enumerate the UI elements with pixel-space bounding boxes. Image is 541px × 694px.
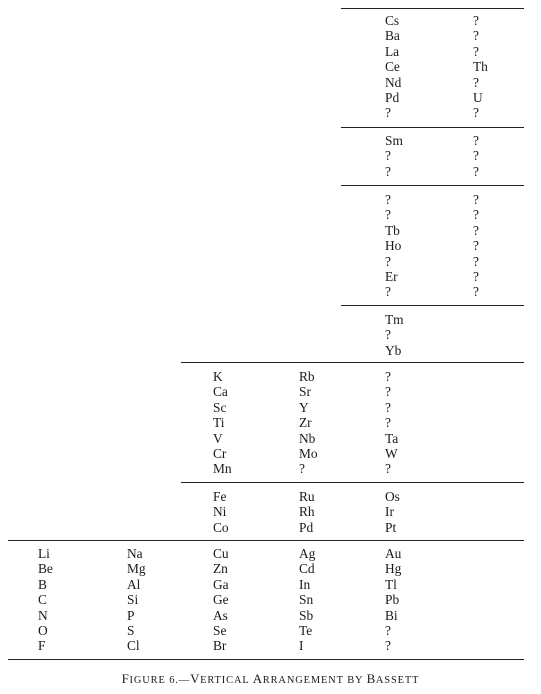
element-cell: Cr (213, 445, 227, 461)
element-cell: ? (385, 384, 391, 400)
element-cell: Br (213, 638, 227, 654)
element-cell: Mg (127, 561, 146, 577)
element-cell: Ir (385, 504, 394, 520)
caption-word2-cap: A (252, 671, 263, 686)
element-cell: Tl (385, 576, 397, 592)
element-cell: ? (473, 105, 479, 121)
element-cell: ? (385, 622, 391, 638)
element-cell: N (38, 607, 48, 623)
element-column (385, 312, 404, 358)
element-column (385, 489, 400, 535)
element-cell: Nb (299, 430, 316, 446)
element-cell: Sc (213, 399, 227, 415)
element-cell: ? (473, 13, 479, 28)
element-cell: As (213, 607, 228, 623)
element-cell: B (38, 576, 47, 592)
element-cell: Mn (213, 461, 232, 477)
element-cell: Be (38, 561, 53, 577)
element-column (385, 546, 401, 654)
element-column (213, 369, 232, 477)
element-cell: Li (38, 546, 50, 561)
element-cell: ? (385, 369, 391, 384)
element-cell: In (299, 576, 311, 592)
element-cell: K (213, 369, 223, 384)
rule-after-cs-block (341, 127, 524, 128)
caption-word2-rest: RRANGEMENT BY (262, 675, 367, 686)
element-cell: Pt (385, 519, 397, 535)
element-cell: ? (473, 148, 479, 164)
element-cell: Al (127, 576, 141, 592)
element-cell: ? (385, 399, 391, 415)
element-cell: ? (385, 163, 391, 179)
element-cell: Tm (385, 312, 404, 327)
element-column (299, 369, 318, 477)
element-cell: Co (213, 519, 229, 535)
element-column (127, 546, 146, 654)
element-cell: Hg (385, 561, 402, 577)
element-cell: Pb (385, 592, 400, 608)
element-cell: ? (473, 163, 479, 179)
element-cell: Y (299, 399, 309, 415)
element-cell: ? (385, 253, 391, 269)
element-cell: Nd (385, 74, 402, 90)
element-cell: Pd (299, 519, 314, 535)
element-cell: ? (473, 192, 479, 207)
element-cell: Mo (299, 445, 318, 461)
element-column (38, 546, 53, 654)
element-cell: ? (385, 192, 391, 207)
element-cell: P (127, 607, 135, 623)
element-column (473, 13, 488, 121)
element-column (473, 133, 479, 179)
element-column (473, 192, 479, 300)
element-column (385, 133, 403, 179)
element-cell: Au (385, 546, 402, 561)
caption-word1-cap: V (190, 671, 201, 686)
element-cell: Ce (385, 59, 400, 75)
element-cell: Fe (213, 489, 227, 504)
element-cell: ? (473, 43, 479, 59)
element-cell: Rb (299, 369, 315, 384)
element-cell: Te (299, 622, 313, 638)
element-cell: Sb (299, 607, 314, 623)
element-cell: V (213, 430, 223, 446)
element-cell: Ho (385, 238, 402, 254)
element-column (385, 369, 398, 477)
element-column (385, 192, 401, 300)
rule-after-k-block (181, 482, 524, 483)
element-cell: ? (385, 148, 391, 164)
element-cell: Ga (213, 576, 229, 592)
element-cell: Pd (385, 89, 400, 105)
element-cell: O (38, 622, 48, 638)
caption-word3-cap: B (366, 671, 376, 686)
rule-after-fe-block (8, 540, 524, 541)
element-cell: W (385, 445, 398, 461)
element-cell: Ta (385, 430, 399, 446)
element-cell: ? (473, 222, 479, 238)
element-cell: Th (473, 59, 488, 75)
element-cell: Cu (213, 546, 229, 561)
element-cell: Bi (385, 607, 398, 623)
element-cell: ? (473, 253, 479, 269)
element-cell: ? (473, 207, 479, 223)
element-cell: ? (473, 28, 479, 44)
element-cell: Zr (299, 415, 312, 431)
element-cell: ? (385, 207, 391, 223)
element-cell: ? (385, 105, 391, 121)
element-cell: Ti (213, 415, 225, 431)
element-cell: C (38, 592, 47, 608)
caption-word3-rest: ASSETT (375, 675, 420, 686)
element-cell: Cd (299, 561, 315, 577)
rule-after-sm-block (341, 185, 524, 186)
element-cell: ? (385, 327, 391, 343)
element-cell: Tb (385, 222, 400, 238)
element-cell: ? (385, 415, 391, 431)
element-cell: Zn (213, 561, 228, 577)
element-cell: Yb (385, 342, 402, 358)
element-cell: Ru (299, 489, 315, 504)
rule-after-tb-block (341, 305, 524, 306)
element-cell: ? (385, 461, 391, 477)
element-cell: ? (385, 284, 391, 300)
element-cell: ? (299, 461, 305, 477)
element-cell: Se (213, 622, 227, 638)
caption-figure-cap: F (121, 671, 130, 686)
element-column (213, 546, 229, 654)
element-column (299, 489, 315, 535)
element-cell: I (299, 638, 304, 654)
element-cell: Ge (213, 592, 229, 608)
element-cell: La (385, 43, 400, 59)
rule-after-tm-block (181, 362, 524, 363)
element-cell: Na (127, 546, 143, 561)
element-cell: ? (473, 238, 479, 254)
element-cell: Si (127, 592, 139, 608)
element-cell: ? (473, 284, 479, 300)
element-cell: F (38, 638, 46, 654)
element-cell: Er (385, 268, 398, 284)
element-cell: Sm (385, 133, 403, 148)
element-cell: Ni (213, 504, 227, 520)
element-cell: Ca (213, 384, 228, 400)
element-cell: U (473, 89, 483, 105)
element-cell: Ag (299, 546, 316, 561)
element-cell: Ba (385, 28, 400, 44)
element-cell: ? (473, 133, 479, 148)
element-cell: ? (385, 638, 391, 654)
element-cell: Os (385, 489, 400, 504)
caption-word1-rest: ERTICAL (200, 675, 253, 686)
element-cell: Cs (385, 13, 400, 28)
element-column (213, 489, 229, 535)
element-cell: Rh (299, 504, 315, 520)
element-column (385, 13, 401, 121)
element-column (299, 546, 315, 654)
element-cell: Sr (299, 384, 311, 400)
figure-caption (0, 671, 541, 687)
caption-figure-rest: IGURE 6.— (129, 675, 191, 686)
element-cell: S (127, 622, 135, 638)
element-cell: Sn (299, 592, 314, 608)
element-cell: ? (473, 74, 479, 90)
rule-bottom (8, 659, 524, 660)
element-cell: Cl (127, 638, 140, 654)
rule-top (341, 8, 524, 9)
element-cell: ? (473, 268, 479, 284)
